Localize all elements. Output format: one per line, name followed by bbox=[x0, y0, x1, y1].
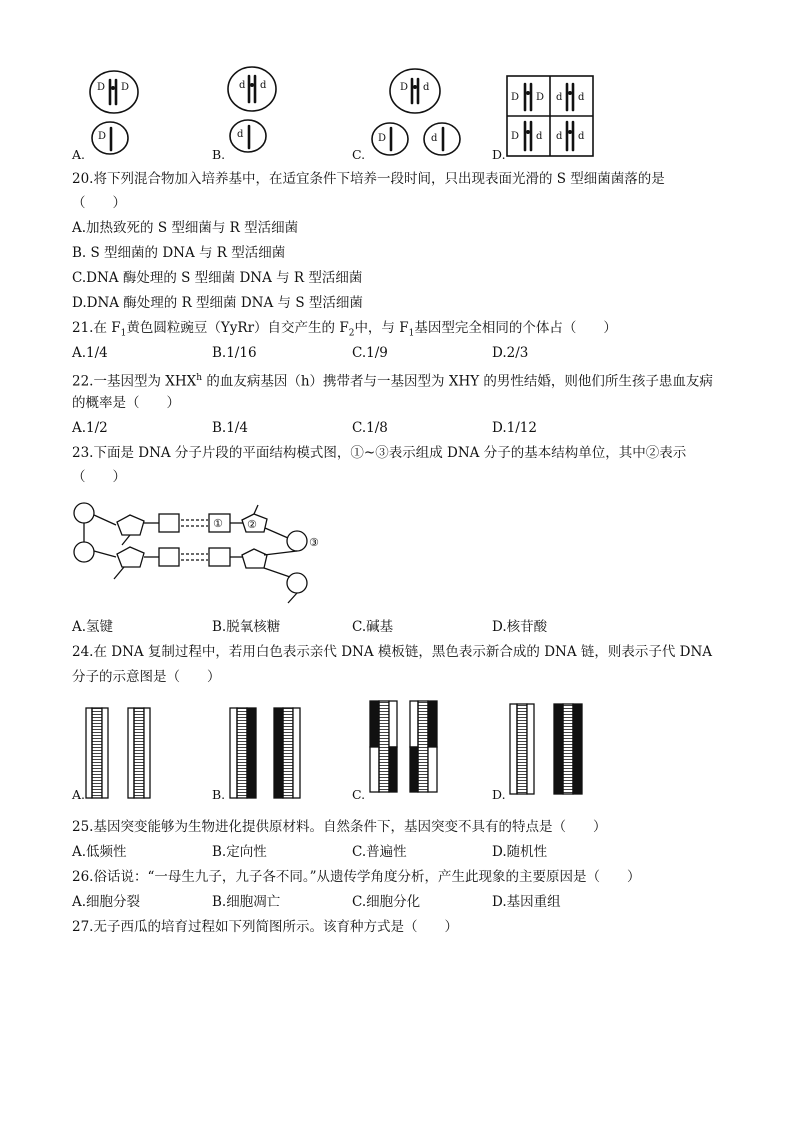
svg-text:d: d bbox=[536, 131, 543, 142]
q23-marker-3: ③ bbox=[309, 536, 319, 549]
q24d-molecules bbox=[510, 704, 582, 794]
q19-option-c-label: C. bbox=[352, 147, 366, 162]
q20-option-d: D.DNA 酶处理的 R 型细菌 DNA 与 S 型活细菌 bbox=[72, 295, 363, 311]
q23-marker-3-circle bbox=[287, 531, 307, 551]
svg-text:D: D bbox=[378, 133, 387, 144]
svg-text:d: d bbox=[431, 133, 438, 144]
q21-option-d: D.2/3 bbox=[492, 345, 529, 361]
q23-options bbox=[72, 618, 732, 636]
q26-stem: 26.俗话说：“一母生九子，九子各不同。”从遗传学角度分析，产生此现象的主要原因是（ ） bbox=[72, 869, 641, 885]
q23-base bbox=[159, 514, 179, 532]
q23-marker-1: ① bbox=[213, 517, 223, 530]
q24-stem: 24.在 DNA 复制过程中，若用白色表示亲代 DNA 模板链，黑色表示新合成的 DNA 链，则表示子代 DNA bbox=[72, 644, 713, 660]
q20-option-a: A.加热致死的 S 型细菌与 R 型活细菌 bbox=[72, 220, 299, 236]
q23-phosphate bbox=[74, 503, 94, 523]
q22-option-c: C.1/8 bbox=[352, 420, 388, 436]
q23-option-d: D.核苷酸 bbox=[492, 619, 548, 635]
q25-options bbox=[72, 843, 732, 861]
svg-text:d: d bbox=[556, 92, 563, 103]
q19b-parent-cell bbox=[228, 67, 276, 111]
q23-stem: 23.下面是 DNA 分子片段的平面结构模式图，①~③表示组成 DNA 分子的基本结构单位，其中②表示 bbox=[72, 445, 687, 461]
q23-dna-diagram bbox=[68, 495, 338, 610]
q24-option-a-label: A. bbox=[72, 787, 86, 802]
svg-text:d: d bbox=[578, 131, 585, 142]
q19-cell-diagrams bbox=[70, 62, 610, 162]
q26-option-a: A.细胞分裂 bbox=[72, 894, 141, 910]
svg-text:D: D bbox=[511, 131, 520, 142]
q24-option-b-label: B. bbox=[212, 787, 226, 802]
svg-text:D: D bbox=[98, 131, 107, 142]
q25-option-d: D.随机性 bbox=[492, 844, 548, 860]
q22-options bbox=[72, 419, 732, 437]
q25-option-c: C.普遍性 bbox=[352, 844, 407, 860]
q27-stem: 27.无子西瓜的培育过程如下列简图所示。该育种方式是（ ） bbox=[72, 919, 458, 935]
q25-option-a: A.低频性 bbox=[72, 844, 127, 860]
svg-text:D: D bbox=[400, 82, 409, 93]
svg-text:d: d bbox=[556, 131, 563, 142]
svg-text:D: D bbox=[511, 92, 520, 103]
svg-text:D: D bbox=[536, 92, 545, 103]
q21-stem: 21.在 $F_1$黄色圆粒豌豆（YyRr）自交产生的 $F_2$中，与 $F_1$基因型完全相同的个体占（ ） bbox=[72, 320, 617, 339]
q25-option-b: B.定向性 bbox=[212, 844, 267, 860]
q24c-molecules bbox=[370, 701, 437, 792]
q20-option-c: C.DNA 酶处理的 S 型细菌 DNA 与 R 型活细菌 bbox=[72, 270, 363, 286]
q22-option-a: A.1/2 bbox=[72, 420, 108, 436]
q22-option-d: D.1/12 bbox=[492, 420, 537, 436]
q22-stem-line2: 的概率是（ ） bbox=[72, 395, 180, 411]
svg-text:d: d bbox=[260, 80, 267, 91]
q23-deoxyribose bbox=[117, 515, 144, 535]
q20-paren: （ ） bbox=[72, 195, 126, 211]
svg-text:d: d bbox=[578, 92, 585, 103]
q22-option-b: B.1/4 bbox=[212, 420, 248, 436]
q20-stem: 20.将下列混合物加入培养基中，在适宜条件下培养一段时间，只出现表面光滑的 S 型细菌菌落的是 bbox=[72, 171, 665, 187]
q23-option-c: C.碱基 bbox=[352, 619, 394, 635]
q24b-molecules bbox=[230, 708, 300, 798]
q23-option-a: A.氢键 bbox=[72, 619, 114, 635]
q19-option-a-label: A. bbox=[72, 147, 86, 162]
q26-option-b: B.细胞凋亡 bbox=[212, 894, 281, 910]
q19a-allele: D bbox=[97, 82, 106, 93]
q26-option-d: D.基因重组 bbox=[492, 894, 561, 910]
q19c-parent-cell bbox=[390, 69, 440, 113]
q22-stem: 22.一基因型为 XHX$^h$ 的血友病基因（h）携带者与一基因型为 XHY 的男性结婚，则他们所生孩子患血友病 bbox=[72, 373, 713, 390]
q24-option-d-label: D. bbox=[492, 787, 506, 802]
q24a-molecules bbox=[86, 708, 150, 798]
q23-paren: （ ） bbox=[72, 469, 126, 485]
q26-options bbox=[72, 893, 732, 911]
q24-dna-diagrams bbox=[70, 698, 610, 803]
q20-option-b: B. S 型细菌的 DNA 与 R 型活细菌 bbox=[72, 245, 286, 261]
q25-stem: 25.基因突变能够为生物进化提供原材料。自然条件下，基因突变不具有的特点是（ ） bbox=[72, 819, 607, 835]
q24-replication-figures bbox=[70, 698, 610, 803]
q19-figures bbox=[70, 62, 610, 162]
q26-option-c: C.细胞分化 bbox=[352, 894, 421, 910]
svg-text:d: d bbox=[237, 129, 244, 140]
q24-stem-line2: 分子的示意图是（ ） bbox=[72, 669, 221, 685]
q21-options bbox=[72, 344, 732, 362]
q19-option-d-label: D. bbox=[492, 147, 506, 162]
q23-option-b: B.脱氧核糖 bbox=[212, 619, 281, 635]
q21-option-b: B.1/16 bbox=[212, 345, 257, 361]
q24-option-c-label: C. bbox=[352, 787, 366, 802]
q19-option-b-label: B. bbox=[212, 147, 226, 162]
q21-option-c: C.1/9 bbox=[352, 345, 388, 361]
svg-text:D: D bbox=[121, 82, 130, 93]
svg-text:d: d bbox=[423, 82, 430, 93]
q21-option-a: A.1/4 bbox=[72, 345, 108, 361]
q23-marker-2: ② bbox=[247, 518, 257, 531]
svg-text:d: d bbox=[239, 80, 246, 91]
q23-dna-structure-figure bbox=[68, 495, 338, 610]
